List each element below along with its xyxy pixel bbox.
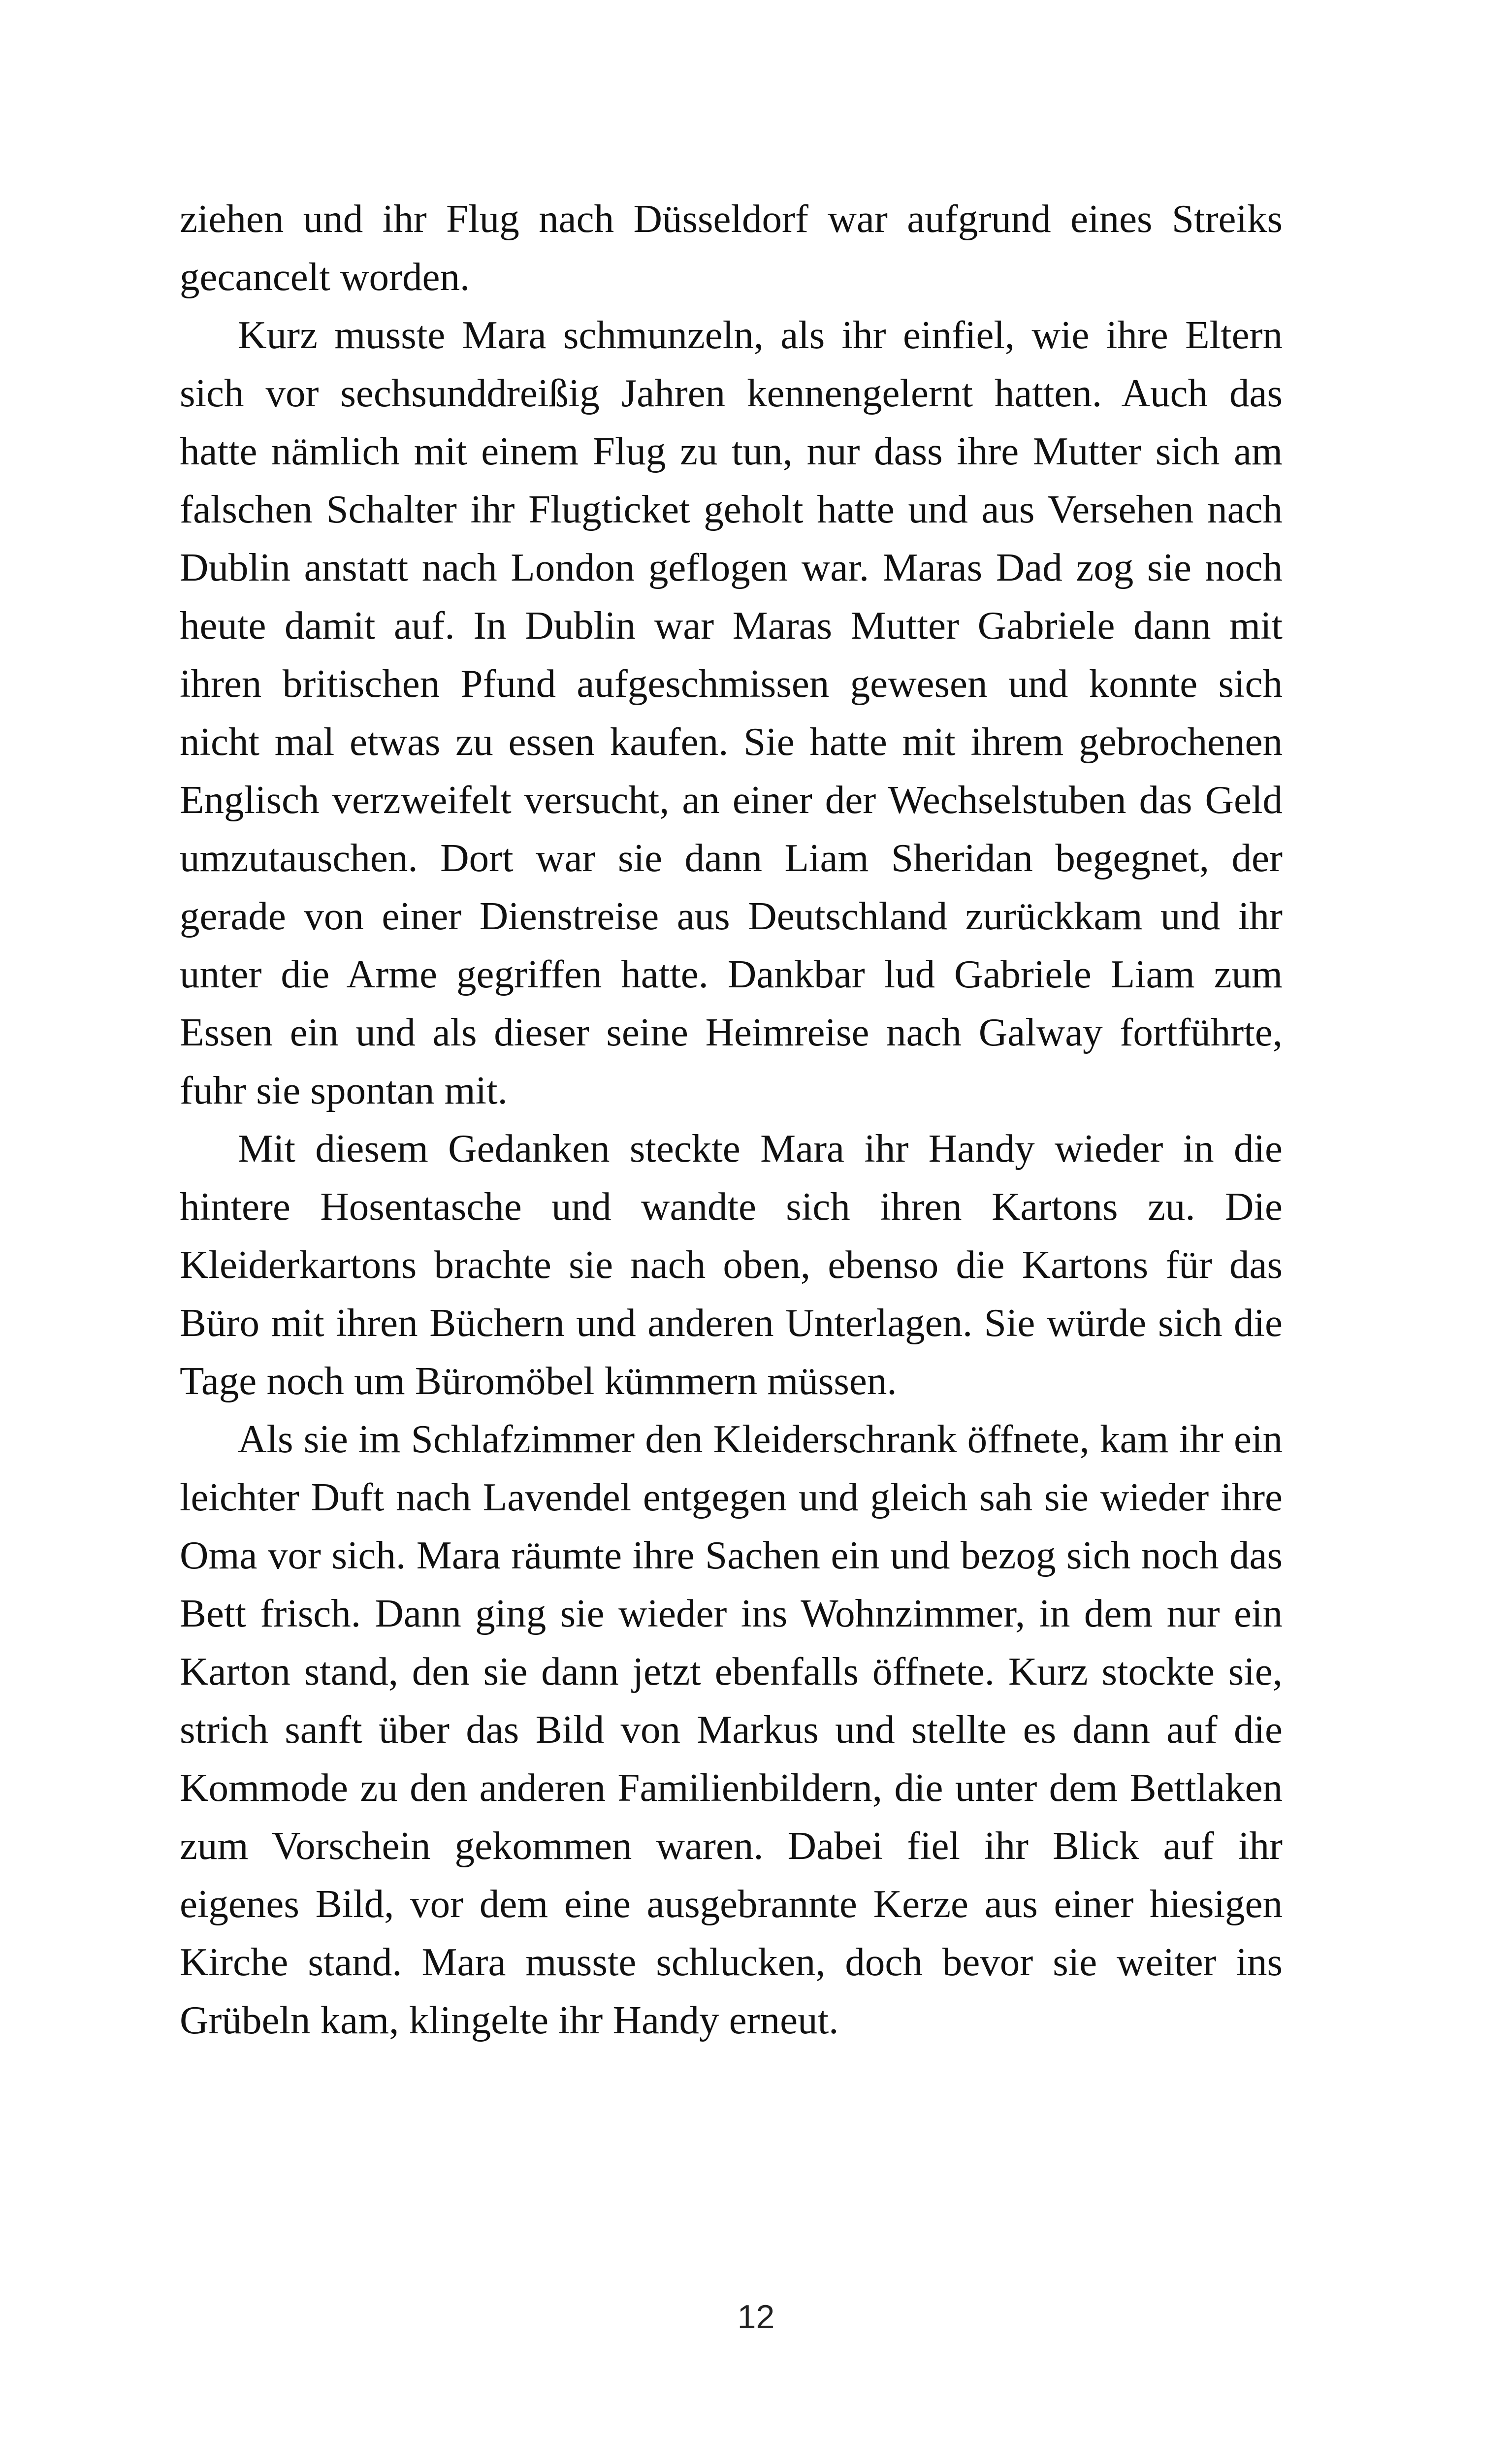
- paragraph-1: ziehen und ihr Flug nach Düsseldorf war aufgrund eines Streiks gecancelt worden.: [180, 196, 1283, 299]
- paragraph-2: Kurz musste Mara schmunzeln, als ihr einfiel, wie ihre Eltern sich vor sechsunddreißig Jahren kennengelernt hatten. Auch das hatte nämlich mit einem Flug zu tun, nur dass ihre Mutter sich am falschen Schalter ihr Flugticket geholt hatte und aus Versehen nach Dublin anstatt nach London geflogen war. Maras Dad zog sie noch heute damit auf. In Dublin war Maras Mutter Gabriele dann mit ihren britischen Pfund aufgeschmissen gewesen und konnte sich nicht mal etwas zu essen kaufen. Sie hatte mit ihrem gebrochenen Englisch verzweifelt versucht, an einer der Wechselstuben das Geld umzutauschen. Dort war sie dann Liam Sheridan begegnet, der gerade von einer Dienstreise aus Deutschland zurückkam und ihr unter die Arme gegriffen hatte. Dankbar lud Gabriele Liam zum Essen ein und als dieser seine Heimreise nach Galway fortführte, fuhr sie spontan mit.: [180, 313, 1283, 1112]
- page-number: 12: [737, 2298, 775, 2336]
- paragraph-3: Mit diesem Gedanken steckte Mara ihr Handy wieder in die hintere Hosentasche und wandte sich ihren Kartons zu. Die Kleiderkartons brachte sie nach oben, ebenso die Kartons für das Büro mit ihren Büchern und anderen Unterlagen. Sie würde sich die Tage noch um Büromöbel kümmern müssen.: [180, 1126, 1283, 1403]
- paragraph-4: Als sie im Schlafzimmer den Kleiderschrank öffnete, kam ihr ein leichter Duft nach Lavendel entgegen und gleich sah sie wieder ihre Oma vor sich. Mara räumte ihre Sachen ein und bezog sich noch das Bett frisch. Dann ging sie wieder ins Wohnzimmer, in dem nur ein Karton stand, den sie dann jetzt ebenfalls öffnete. Kurz stockte sie, strich sanft über das Bild von Markus und stellte es dann auf die Kommode zu den anderen Familienbildern, die unter dem Bettlaken zum Vorschein gekommen waren. Dabei fiel ihr Blick auf ihr eigenes Bild, vor dem eine ausgebrannte Kerze aus einer hiesigen Kirche stand. Mara musste schlucken, doch bevor sie weiter ins Grübeln kam, klingelte ihr Handy erneut.: [180, 1417, 1283, 2042]
- body-text: [180, 190, 1283, 2049]
